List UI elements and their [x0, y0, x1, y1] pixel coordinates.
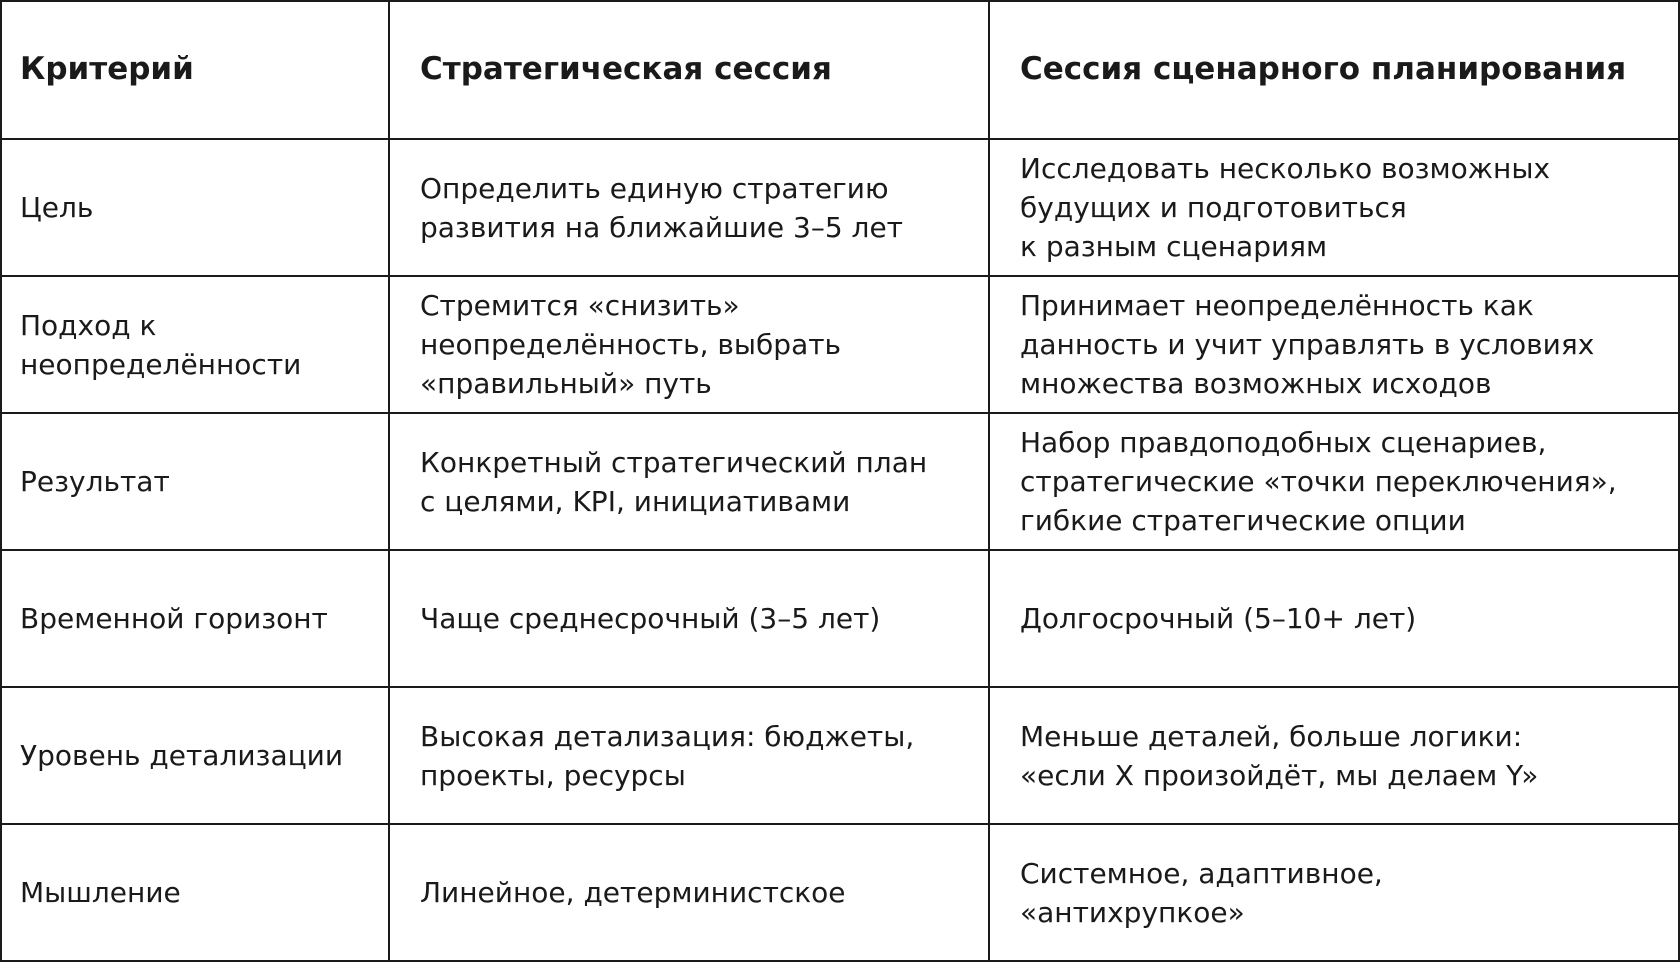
- cell-line: Меньше деталей, больше логики:: [1020, 719, 1523, 753]
- strategic-cell: [389, 276, 989, 413]
- cell-line: множества возможных исходов: [1020, 367, 1492, 400]
- cell-line: Подход к: [20, 308, 157, 342]
- table-row: [1, 276, 1679, 413]
- header-strategic-session: Стратегическая сессия: [389, 1, 989, 139]
- cell-line: «антихрупкое»: [1020, 895, 1245, 929]
- criterion-cell: [1, 276, 389, 413]
- cell-line: будущих и подготовиться: [1020, 191, 1407, 224]
- cell-line: Мышление: [20, 876, 181, 909]
- scenario-cell: [989, 276, 1679, 413]
- cell-line: Высокая детализация: бюджеты,: [420, 719, 915, 753]
- table-row: [1, 413, 1679, 550]
- scenario-cell: [989, 687, 1679, 824]
- strategic-cell: [389, 550, 989, 687]
- cell-line: Долгосрочный (5–10+ лет): [1020, 602, 1417, 635]
- strategic-cell: [389, 824, 989, 961]
- cell-line: Определить единую стратегию: [420, 171, 889, 205]
- cell-line: Набор правдоподобных сценариев,: [1020, 426, 1547, 459]
- header-scenario-session: Сессия сценарного планирования: [989, 1, 1679, 139]
- criterion-cell: [1, 139, 389, 276]
- table-row: [1, 824, 1679, 961]
- cell-line: Системное, адаптивное,: [1020, 856, 1383, 890]
- cell-line: стратегические «точки переключения»,: [1020, 465, 1617, 498]
- header-row: [1, 1, 1679, 139]
- cell-line: Стремится «снизить»: [420, 289, 740, 322]
- scenario-cell: [989, 550, 1679, 687]
- cell-line: «если X произойдёт, мы делаем Y»: [1020, 758, 1539, 792]
- criterion-cell: [1, 687, 389, 824]
- cell-line: развития на ближайшие 3–5 лет: [420, 210, 903, 244]
- cell-line: Исследовать несколько возможных: [1020, 152, 1551, 185]
- criterion-cell: [1, 550, 389, 687]
- cell-line: Уровень детализации: [20, 739, 344, 772]
- strategic-cell: [389, 687, 989, 824]
- cell-line: неопределённости: [20, 347, 302, 381]
- cell-line: Цель: [20, 191, 94, 224]
- cell-line: Временной горизонт: [20, 602, 328, 635]
- table-row: [1, 687, 1679, 824]
- cell-line: с целями, KPI, инициативами: [420, 484, 851, 518]
- cell-line: Результат: [20, 465, 170, 498]
- cell-line: к разным сценариям: [1020, 230, 1328, 263]
- table-row: [1, 550, 1679, 687]
- scenario-cell: [989, 824, 1679, 961]
- criterion-cell: [1, 413, 389, 550]
- cell-line: гибкие стратегические опции: [1020, 504, 1466, 537]
- cell-line: проекты, ресурсы: [420, 758, 686, 792]
- cell-line: данность и учит управлять в условиях: [1020, 328, 1595, 361]
- cell-line: Принимает неопределённость как: [1020, 289, 1534, 322]
- cell-line: Линейное, детерминистское: [420, 876, 846, 909]
- cell-line: неопределённость, выбрать: [420, 328, 842, 361]
- scenario-cell: [989, 413, 1679, 550]
- criterion-cell: [1, 824, 389, 961]
- scenario-cell: [989, 139, 1679, 276]
- strategic-cell: [389, 413, 989, 550]
- cell-line: Конкретный стратегический план: [420, 445, 928, 479]
- table-row: [1, 139, 1679, 276]
- cell-line: Чаще среднесрочный (3–5 лет): [420, 602, 881, 635]
- strategic-cell: [389, 139, 989, 276]
- cell-line: «правильный» путь: [420, 367, 712, 400]
- header-criterion: Критерий: [1, 1, 389, 139]
